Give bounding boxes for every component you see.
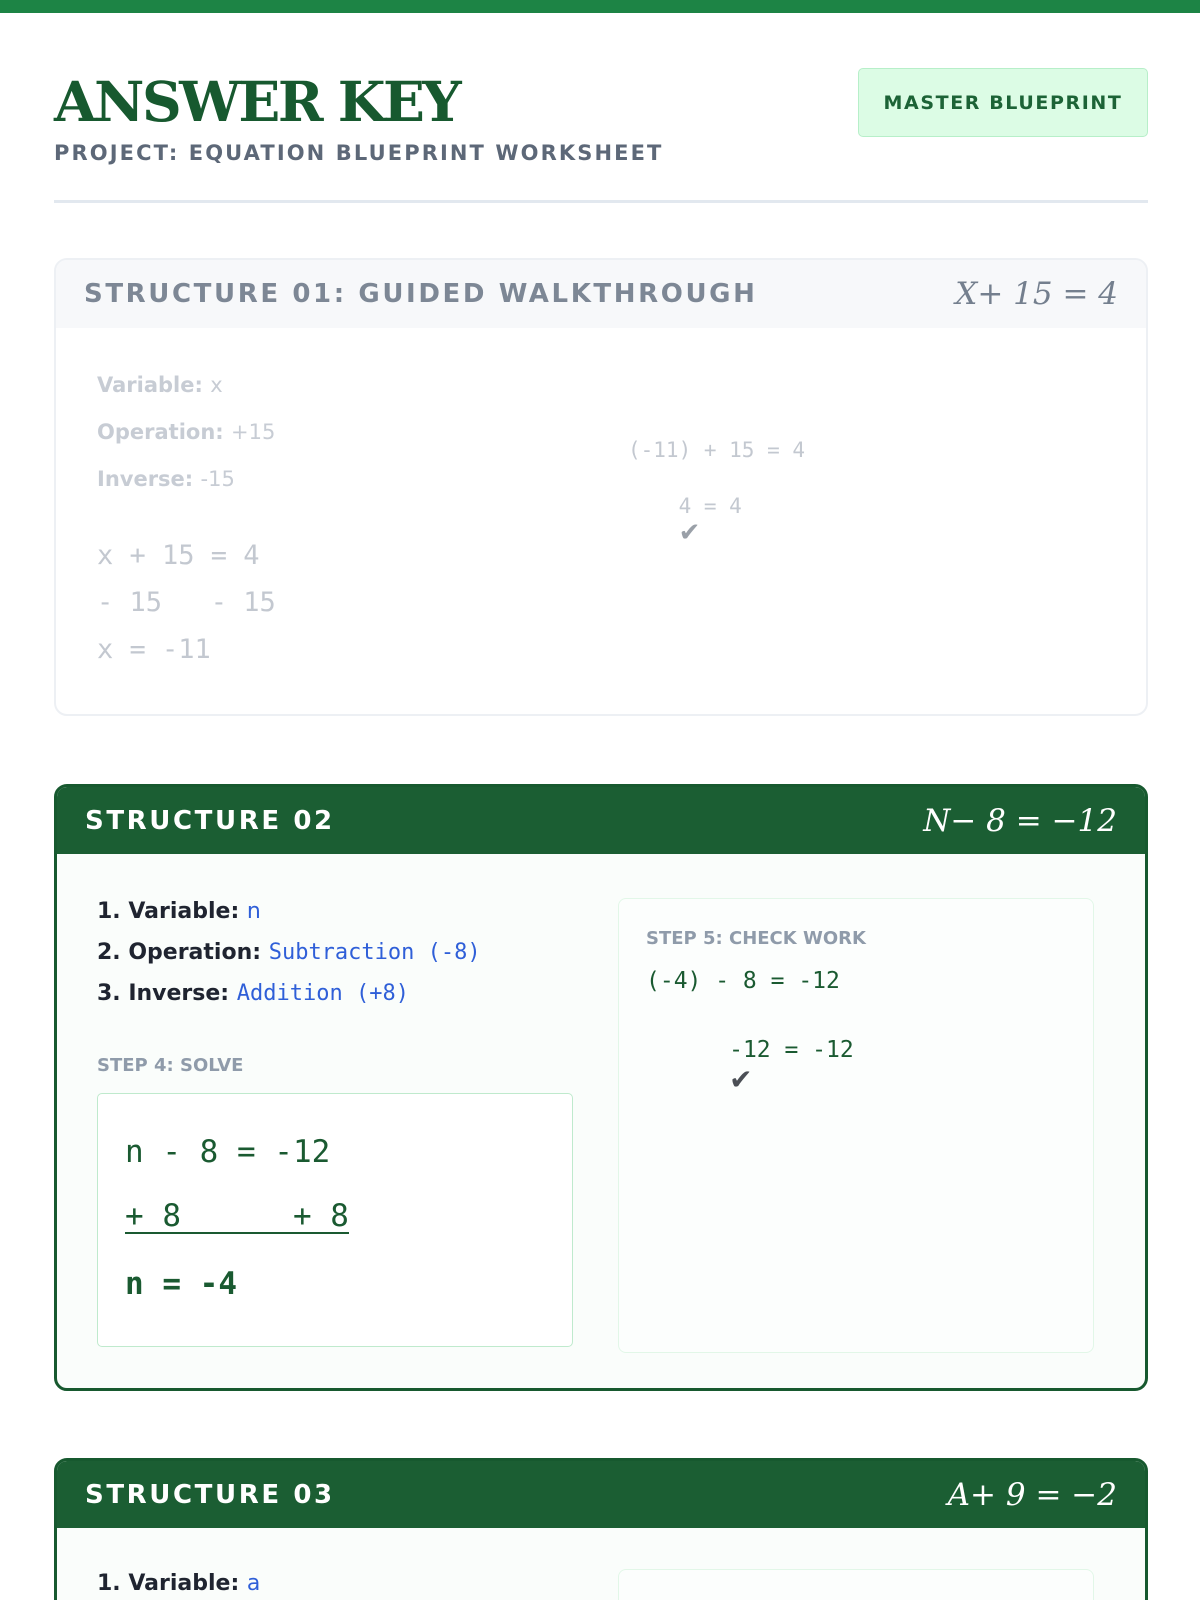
structure-02-equation: N− 8 = −12 (923, 802, 1117, 839)
variable-value: a (246, 1571, 261, 1596)
check-line-2-text: 4 = 4 (678, 494, 742, 518)
page-subtitle: PROJECT: EQUATION BLUEPRINT WORKSHEET (54, 141, 664, 165)
check-line-1: (-4) - 8 = -12 (646, 968, 840, 994)
operation-value: +15 (230, 420, 276, 444)
operation-label: 2. Operation: (97, 940, 262, 965)
structure-01-inverse (97, 467, 235, 491)
variable-value: n (246, 899, 261, 924)
inverse-value: -15 (200, 467, 235, 491)
inverse-label: 3. Inverse: (97, 981, 230, 1006)
structure-02-header (57, 787, 1145, 854)
solve-line-2: - 15 - 15 (97, 587, 276, 618)
check-work-box (618, 1569, 1094, 1600)
check-line-2-text: -12 = -12 (729, 1037, 854, 1063)
variable-label: 1. Variable: (97, 1571, 240, 1596)
check-work-box (618, 898, 1094, 1353)
structure-03-card (54, 1458, 1148, 1600)
structure-03-title: STRUCTURE 03 (85, 1479, 335, 1510)
structure-02-operation (97, 940, 481, 965)
structure-03-header (57, 1461, 1145, 1528)
variable-label: 1. Variable: (97, 899, 240, 924)
variable-value: x (210, 373, 223, 397)
structure-03-variable (97, 1571, 260, 1596)
structure-01-variable (97, 373, 223, 397)
step-5-label: STEP 5: CHECK WORK (646, 928, 866, 949)
check-line-2 (628, 470, 742, 572)
solve-line-2: + 8 + 8 (125, 1198, 349, 1234)
variable-label: Variable: (97, 373, 203, 397)
structure-02-variable (97, 899, 261, 924)
operation-label: Operation: (97, 420, 224, 444)
solve-line-3: x = -11 (97, 634, 211, 665)
checkmark-icon: ✔ (678, 518, 701, 548)
structure-02-title: STRUCTURE 02 (85, 805, 335, 836)
step-4-label: STEP 4: SOLVE (97, 1055, 244, 1076)
checkmark-icon: ✔ (729, 1063, 753, 1096)
master-blueprint-badge: MASTER BLUEPRINT (858, 68, 1148, 137)
inverse-label: Inverse: (97, 467, 194, 491)
structure-02-inverse (97, 981, 409, 1006)
structure-01-operation (97, 420, 275, 444)
page-header (54, 69, 1148, 165)
header-divider (54, 200, 1148, 203)
solve-line-1: x + 15 = 4 (97, 540, 260, 571)
check-line-1: (-11) + 15 = 4 (628, 438, 806, 462)
structure-01-equation: X+ 15 = 4 (955, 276, 1118, 312)
solve-line-1: n - 8 = -12 (125, 1134, 331, 1170)
operation-value: Subtraction (-8) (268, 940, 481, 965)
structure-02-card (54, 784, 1148, 1391)
top-accent-bar (0, 0, 1200, 13)
solve-box (97, 1093, 573, 1347)
structure-03-equation: A+ 9 = −2 (947, 1476, 1117, 1513)
solve-result: n = -4 (125, 1266, 237, 1302)
structure-01-card (54, 258, 1148, 716)
structure-01-title: STRUCTURE 01: GUIDED WALKTHROUGH (84, 279, 758, 309)
inverse-value: Addition (+8) (236, 981, 409, 1006)
check-line-2 (646, 1011, 854, 1122)
structure-01-header (56, 260, 1146, 328)
page-title: ANSWER KEY (54, 69, 460, 134)
